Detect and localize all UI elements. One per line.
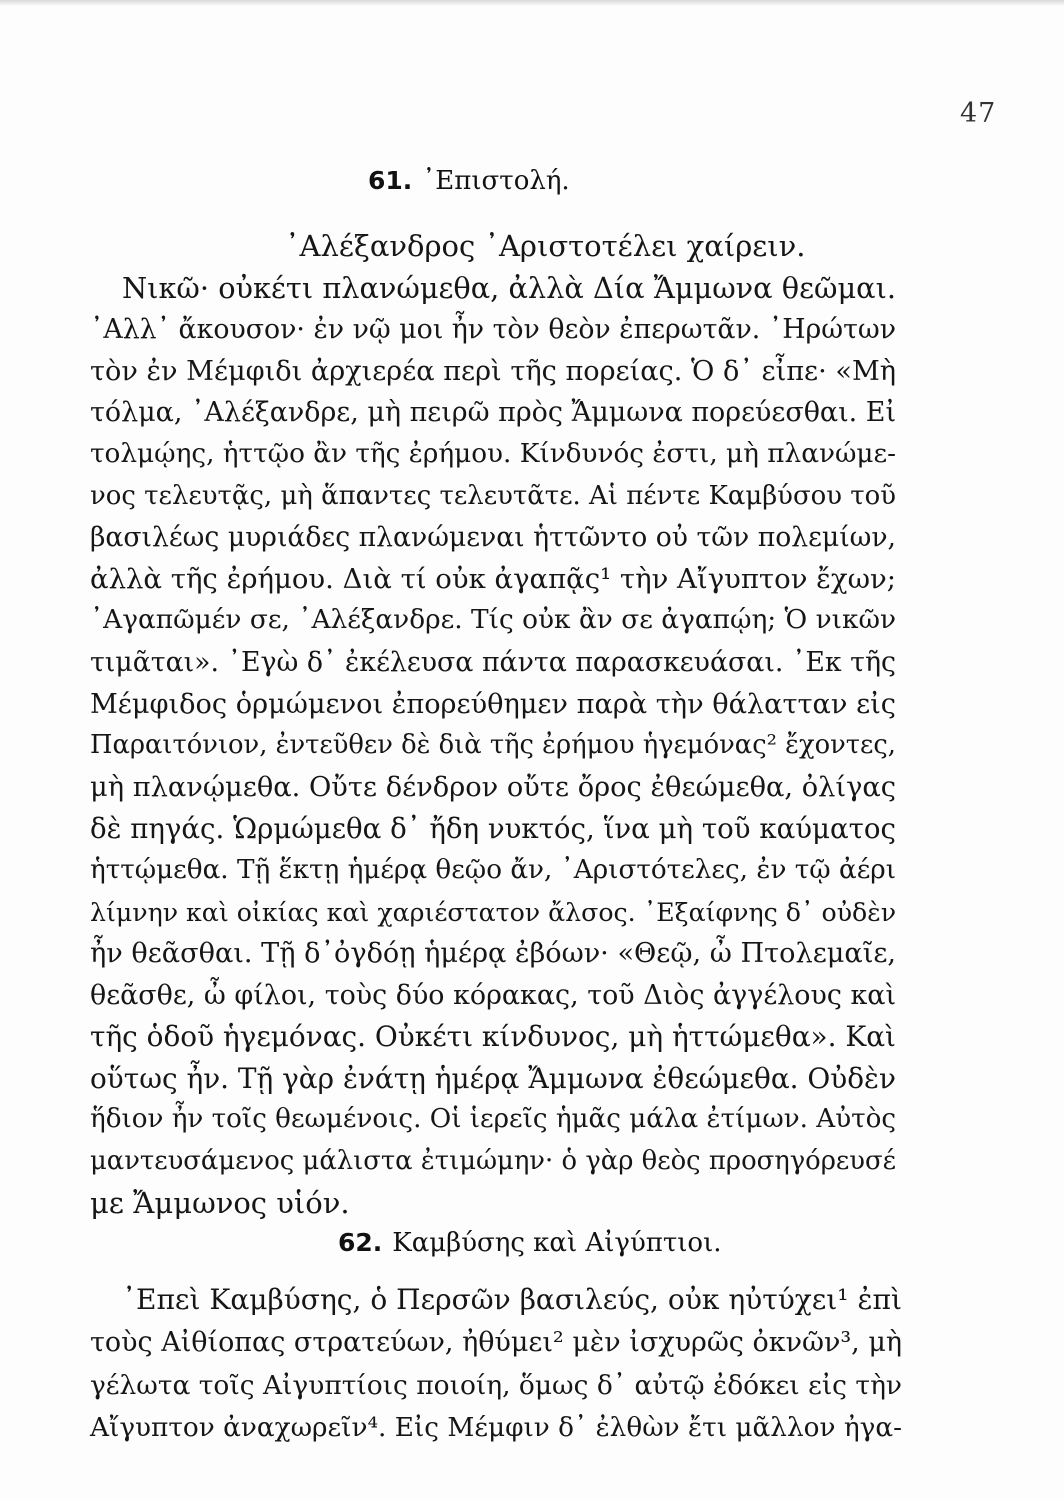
text-line: Μέμφιδος ὁρμώμενοι ἐπορεύθημεν παρὰ τὴν θάλατταν εἰς bbox=[90, 688, 896, 720]
text-line: νος τελευτᾷς, μὴ ἅπαντες τελευτᾶτε. Αἱ πέντε Καμβύσου τοῦ bbox=[90, 480, 896, 511]
text-line: ἥδιον ἦν τοῖς θεωμένοις. Οἱ ἱερεῖς ἡμᾶς μάλα ἐτίμων. Αὐτὸς bbox=[90, 1104, 897, 1135]
text-line: τολμῴης, ἡττῷο ἂν τῆς ἐρήμου. Κίνδυνός ἐστι, μὴ πλανώμε- bbox=[90, 438, 896, 469]
text-line: Αἴγυπτον ἀναχωρεῖν⁴. Εἰς Μέμφιν δ᾿ ἐλθὼν ἔτι μᾶλλον ἠγα- bbox=[90, 1413, 902, 1443]
text-line: λίμνην καὶ οἰκίας καὶ χαριέστατον ἄλσος. ᾿Εξαίφνης δ᾿ οὐδὲν bbox=[90, 897, 897, 927]
scan-edge-shadow bbox=[0, 0, 1064, 6]
text-line: μὴ πλανῴμεθα. Οὔτε δένδρον οὔτε ὄρος ἐθεώμεθα, ὀλίγας bbox=[90, 771, 896, 803]
text-line: θεᾶσθε, ὦ φίλοι, τοὺς δύο κόρακας, τοῦ Διὸς ἀγγέλους καὶ bbox=[90, 979, 896, 1011]
text-line: τῆς ὁδοῦ ἡγεμόνας. Οὐκέτι κίνδυνος, μὴ ἡττώμεθα». Καὶ bbox=[90, 1020, 896, 1054]
section-62-title: Καμβύσης καὶ Αἰγύπτιοι. bbox=[392, 1228, 722, 1258]
letter-greeting: ᾿Αλέξανδρος ᾿Αριστοτέλει χαίρειν. bbox=[285, 229, 806, 263]
text-line: τόλμα, ᾿Αλέξανδρε, μὴ πειρῶ πρὸς Ἄμμωνα πορεύεσθαι. Εἰ bbox=[90, 397, 896, 429]
text-line: βασιλέως μυριάδες πλανώμεναι ἡττῶντο οὐ τῶν πολεμίων, bbox=[90, 522, 896, 554]
text-line: ᾿Αγαπῶμέν σε, ᾿Αλέξανδρε. Τίς οὐκ ἂν σε ἀγαπῴη; Ὁ νικῶν bbox=[90, 605, 896, 636]
text-line: τοὺς Αἰθίοπας στρατεύων, ἠθύμει² μὲν ἰσχυρῶς ὀκνῶν³, μὴ bbox=[90, 1327, 902, 1358]
text-line: τιμᾶται». ᾿Εγὼ δ᾿ ἐκέλευσα πάντα παρασκευάσαι. ᾿Εκ τῆς bbox=[90, 646, 896, 678]
text-line: ᾿Αλλ᾿ ἄκουσον· ἐν νῷ μοι ἦν τὸν θεὸν ἐπερωτᾶν. ᾿Ηρώτων bbox=[90, 314, 896, 346]
section-62-body bbox=[90, 1278, 902, 1450]
text-line: Παραιτόνιον, ἐντεῦθεν δὲ διὰ τῆς ἐρήμου ἡγεμόνας² ἔχοντες, bbox=[90, 730, 896, 761]
section-61-heading bbox=[368, 166, 570, 196]
section-62-heading bbox=[338, 1228, 722, 1258]
section-61-title: ᾿Επιστολή. bbox=[422, 166, 570, 196]
text-line: ἡττῴμεθα. Τῇ ἕκτῃ ἡμέρᾳ θεῷο ἄν, ᾿Αριστότελες, ἐν τῷ ἀέρι bbox=[90, 854, 896, 885]
section-61-number: 61. bbox=[368, 166, 413, 195]
text-line: με Ἄμμωνος υἱόν. bbox=[90, 1185, 350, 1220]
text-line: τὸν ἐν Μέμφιδι ἀρχιερέα περὶ τῆς πορείας. Ὁ δ᾿ εἶπε· «Μὴ bbox=[90, 355, 896, 387]
text-line: ᾿Επεὶ Καμβύσης, ὁ Περσῶν βασιλεύς, οὐκ ηὐτύχει¹ ἐπὶ bbox=[122, 1283, 902, 1316]
section-62-number: 62. bbox=[338, 1228, 383, 1257]
text-line: Νικῶ· οὐκέτι πλανώμεθα, ἀλλὰ Δία Ἄμμωνα θεῶμαι. bbox=[122, 270, 896, 305]
text-line: ἀλλὰ τῆς ἐρήμου. Διὰ τί οὐκ ἀγαπᾷς¹ τὴν Αἴγυπτον ἔχων; bbox=[90, 562, 896, 595]
text-line: γέλωτα τοῖς Αἰγυπτίοις ποιοίη, ὅμως δ᾿ αὐτῷ ἐδόκει εἰς τὴν bbox=[90, 1370, 902, 1401]
section-61-body bbox=[90, 226, 896, 1224]
text-line: οὕτως ἦν. Τῇ γὰρ ἐνάτῃ ἡμέρᾳ Ἄμμωνα ἐθεώμεθα. Οὐδὲν bbox=[90, 1061, 896, 1095]
text-line: δὲ πηγάς. Ὡρμώμεθα δ᾿ ἤδη νυκτός, ἵνα μὴ τοῦ καύματος bbox=[90, 812, 896, 846]
text-line: μαντευσάμενος μάλιστα ἐτιμώμην· ὁ γὰρ θεὸς προσηγόρευσέ bbox=[90, 1146, 896, 1177]
page-number: 47 bbox=[960, 98, 997, 129]
text-line: ἦν θεᾶσθαι. Τῇ δ᾿ὀγδόῃ ἡμέρᾳ ἐβόων· «Θεῷ, ὦ Πτολεμαῖε, bbox=[90, 938, 896, 970]
